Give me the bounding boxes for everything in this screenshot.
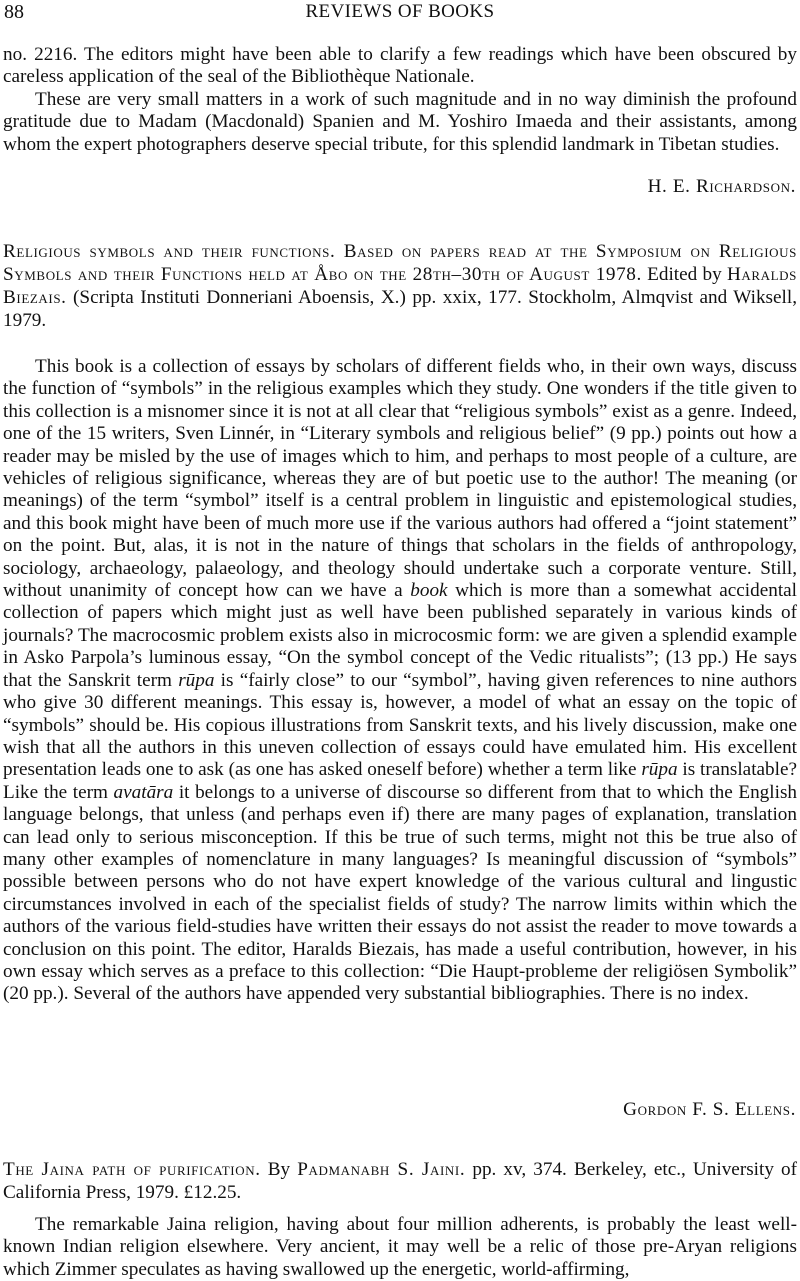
publication-details: pp. xv, 374. Berkeley, etc., University of California Press, 1979. £12.25. [3,1159,798,1203]
review-paragraph: The remarkable Jaina religion, having about four million adherents, is probably the least well-known Indian religion elsewhere. Very ancient, it may well be a relic of those pre-Aryan religions which Zimmer speculates as having swallowed up the energetic, world-affirming, [3,1214,797,1280]
review-heading [3,1158,797,1204]
page-header [0,0,800,24]
reviewer-signature: H. E. Richardson. [647,176,796,197]
page-number: 88 [4,1,24,23]
continuation-paragraph: These are very small matters in a work of such magnitude and in no way diminish the profound gratitude due to Madam (Macdonald) Spanien and M. Yoshiro Imaeda and their assistants, among whom the expert photographers deserve special tribute, for this splendid landmark in Tibetan studies. [3,88,797,155]
review-body [3,1214,797,1281]
publication-details: (Scripta Instituti Donneriani Aboensis, X.) pp. xxix, 177. Stockholm, Almqvist and Wiksell, 1979. [3,287,797,331]
book-title: The Jaina path of purification. [3,1159,261,1180]
review-body [3,356,797,1006]
reviewer-signature: Gordon F. S. Ellens. [623,1099,796,1120]
previous-review-continuation [3,44,797,156]
edited-by-label: Edited by [647,264,722,285]
review-heading [3,240,797,332]
book-editor: Haralds Biezais. [3,264,798,308]
book-author: Padmanabh S. Jaini. [297,1159,466,1180]
continuation-paragraph: no. 2216. The editors might have been able to clarify a few readings which have been obscured by careless application of the seal of the Bibliothèque Nationale. [3,44,797,88]
review-paragraph: This book is a collection of essays by scholars of different fields who, in their own ways, discuss the function of “symbols” in the religious examples which they study. One wonders if the title given to this collection is a misnomer since it is not at all clear that “religious symbols” exist as a genre. Indeed, one of the 15 writers, Sven Linnér, in “Literary symbols and religious belief” (9 pp.) points out how a reader may be misled by the use of images which to him, and perhaps to most people of a culture, are vehicles of religious significance, whereas they are of but poetic use to the author! The meaning (or meanings) of the term “symbol” itself is a central problem in linguistic and epistemological studies, and this book might have been of much more use if the various authors had offered a “joint statement” on the point. But, alas, it is not in the nature of things that scholars in the fields of anthropology, sociology, archaeology, palaeology, and theology should undertake such a corporate venture. Still, without unanimity of concept how can we have a book which is more than a somewhat accidental collection of papers which might just as well have been published separately in various kinds of journals? The macrocosmic problem exists also in microcosmic form: we are given a splendid example in Asko Parpola’s luminous essay, “On the symbol concept of the Vedic ritualists”; (13 pp.) He says that the Sanskrit term rūpa is “fairly close” to our “symbol”, having given references to nine authors who give 30 different meanings. This essay is, however, a model of what an essay on the topic of “symbols” should be. His copious illustrations from Sanskrit texts, and his lively discussion, make one wish that all the authors in this uneven collection of essays could have emulated him. His excellent presentation leads one to ask (as one has asked oneself before) whether a term like rūpa is translatable? Like the term avatāra it belongs to a universe of discourse so different from that to which the English language belongs, that unless (and perhaps even if) there are many pages of explanation, translation can lead only to serious misconception. If this be true of such terms, might not this be true also of many other examples of nomenclature in many languages? Is meaningful discussion of “symbols” possible between persons who do not have expert knowledge of the various cultural and lingustic circumstances involved in each of the specialist fields of study? The narrow limits within which the authors of the various field-studies have written their essays do not assist the reader to move towards a conclusion on this point. The editor, Haralds Biezais, has made a useful contribution, however, in his own essay which serves as a preface to this collection: “Die Haupt-probleme der religiösen Symbolik” (20 pp.). Several of the authors have appended very substantial bibliographies. There is no index. [3,356,798,1005]
by-label: By [267,1159,291,1180]
running-head: REVIEWS OF BOOKS [305,1,495,22]
book-title: Religious symbols and their functions. Based on papers read at the Symposium on Religious Symbols and their Functions held at Åbo on the 28th–30th of August 1978. [3,241,797,285]
